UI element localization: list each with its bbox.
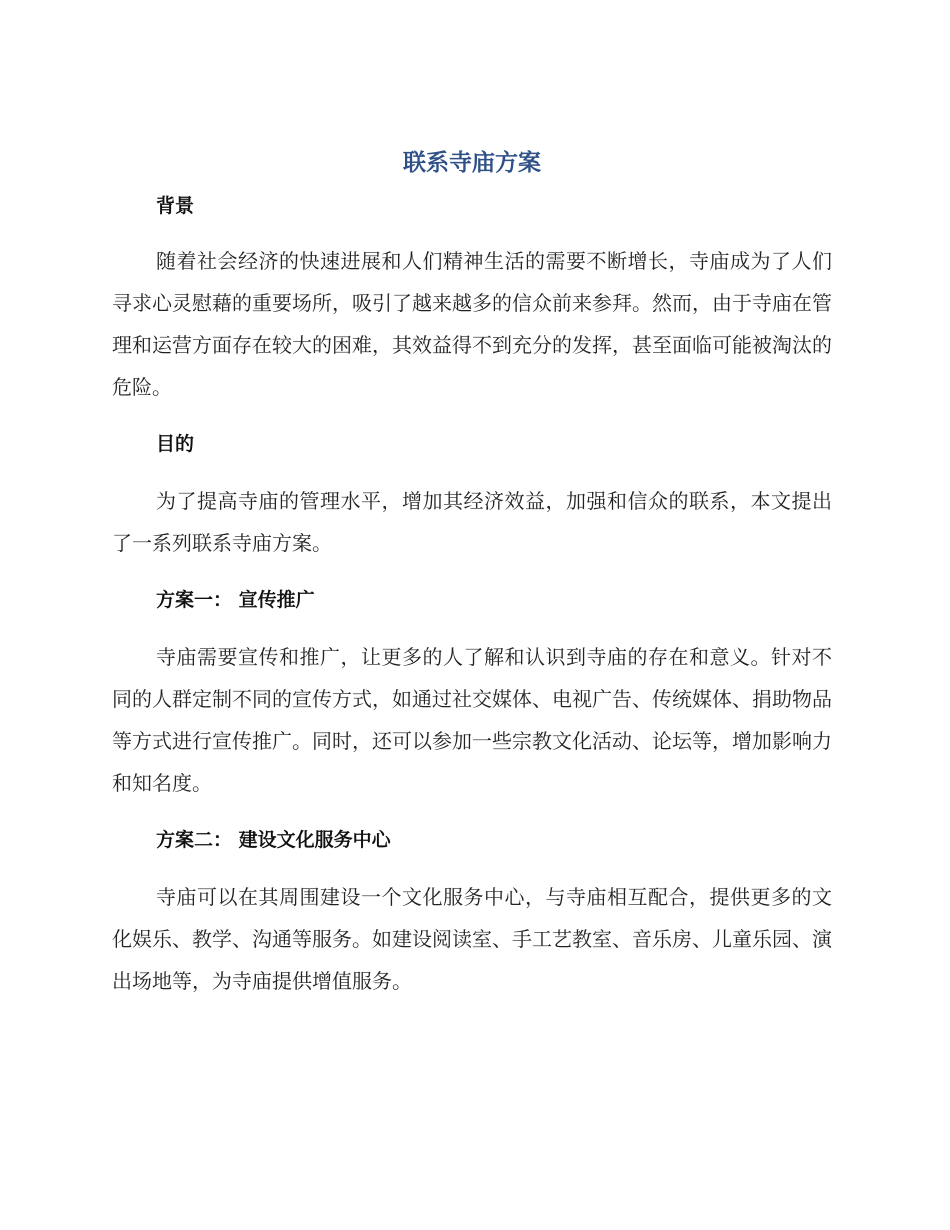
document-content — [112, 144, 832, 1002]
section-heading-purpose: 目的 — [156, 433, 195, 455]
section-heading-plan-two: 方案二： 建设文化服务中心 — [156, 829, 391, 851]
section-body-plan-one: 寺庙需要宣传和推广，让更多的人了解和认识到寺庙的存在和意义。针对不同的人群定制不同的宣传方式，如通过社交媒体、电视广告、传统媒体、捐助物品等方式进行宣传推广。同时，还可以参加一些宗教文化活动、论坛等，增加影响力和知名度。 — [112, 645, 832, 795]
section-body-plan-two: 寺庙可以在其周围建设一个文化服务中心，与寺庙相互配合，提供更多的文化娱乐、教学、沟通等服务。如建设阅读室、手工艺教室、音乐房、儿童乐园、演出场地等，为寺庙提供增值服务。 — [112, 885, 832, 993]
section-body-background: 随着社会经济的快速进展和人们精神生活的需要不断增长，寺庙成为了人们寻求心灵慰藉的重要场所，吸引了越来越多的信众前来参拜。然而，由于寺庙在管理和运营方面存在较大的困难，其效益得不到充分的发挥，甚至面临可能被淘汰的危险。 — [112, 249, 832, 399]
section-body-purpose: 为了提高寺庙的管理水平，增加其经济效益，加强和信众的联系，本文提出了一系列联系寺庙方案。 — [112, 489, 832, 555]
document-title: 联系寺庙方案 — [403, 150, 541, 176]
section-heading-plan-one: 方案一： 宣传推广 — [156, 589, 315, 611]
section-heading-background: 背景 — [156, 195, 195, 217]
